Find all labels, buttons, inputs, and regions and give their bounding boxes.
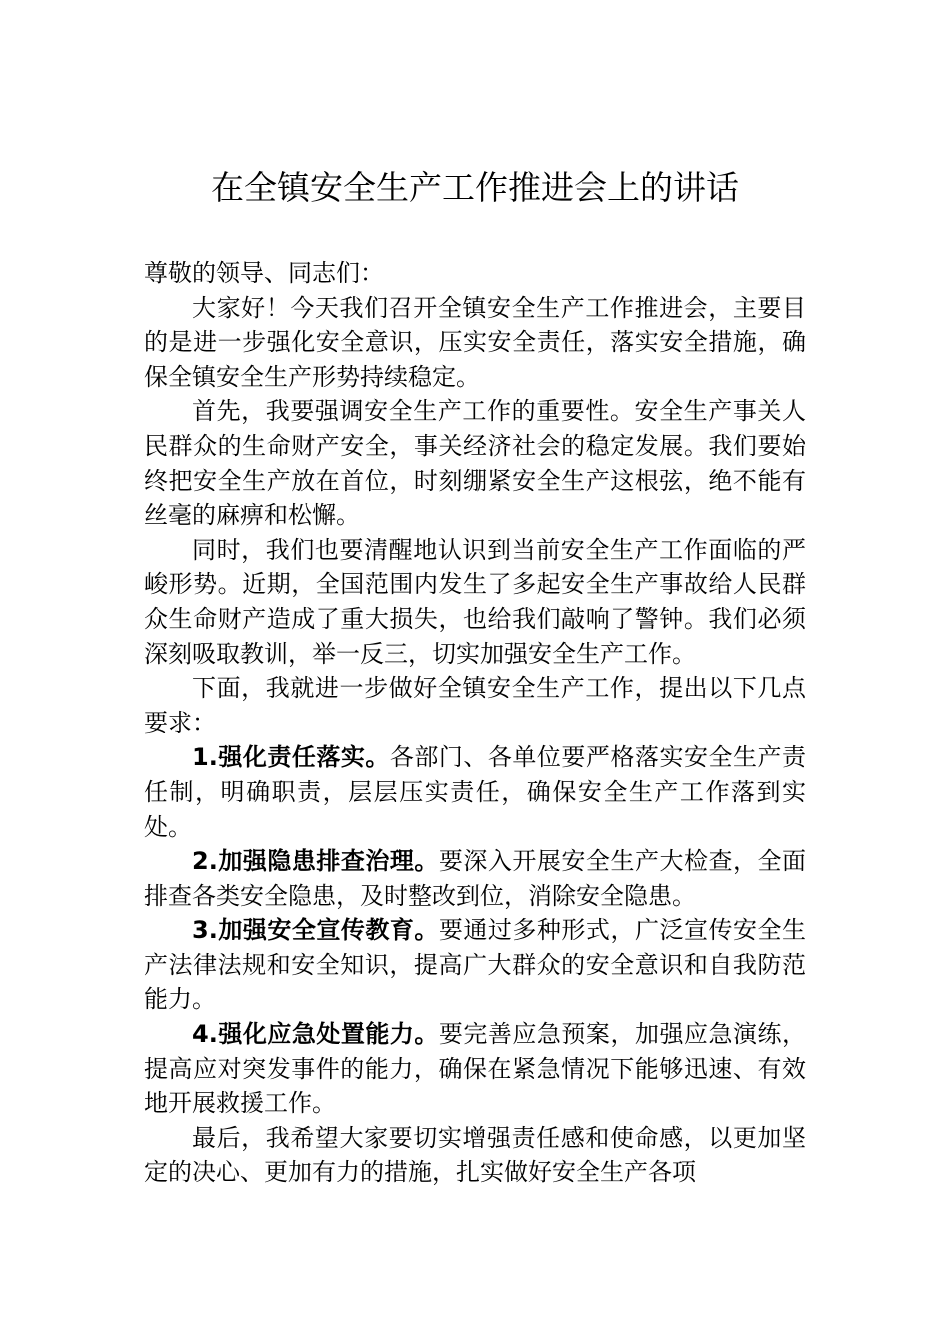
requirement-heading-2: 2.加强隐患排查治理。 xyxy=(192,847,439,876)
salutation: 尊敬的领导、同志们： xyxy=(144,259,384,287)
paragraph-opening: 大家好！今天我们召开全镇安全生产工作推进会，主要目的是进一步强化安全意识，压实安全责任，落实安全措施，确保全镇安全生产形势持续稳定。 xyxy=(144,293,806,391)
document-title: 在全镇安全生产工作推进会上的讲话 xyxy=(211,168,739,207)
requirement-text-2: 要深入开展安全生产大检查，全面排查各类安全隐患，及时整改到位，消除安全隐患。 xyxy=(144,847,806,910)
requirement-heading-1: 1.强化责任落实。 xyxy=(192,743,390,772)
paragraph-importance: 首先，我要强调安全生产工作的重要性。安全生产事关人民群众的生命财产安全，事关经济社会的稳定发展。我们要始终把安全生产放在首位，时刻绷紧安全生产这根弦，绝不能有丝毫的麻痹和松懈。 xyxy=(144,397,806,530)
paragraph-requirements-intro: 下面，我就进一步做好全镇安全生产工作，提出以下几点要求： xyxy=(144,674,806,737)
requirement-text-4: 要完善应急预案，加强应急演练，提高应对突发事件的能力，确保在紧急情况下能够迅速、有效地开展救援工作。 xyxy=(144,1020,806,1118)
paragraph-closing: 最后，我希望大家要切实增强责任感和使命感，以更加坚定的决心、更加有力的措施，扎实做好安全生产各项 xyxy=(144,1123,806,1187)
requirement-text-1: 各部门、各单位要严格落实安全生产责任制，明确职责，层层压实责任，确保安全生产工作落到实处。 xyxy=(144,743,806,841)
requirement-heading-4: 4.强化应急处置能力。 xyxy=(192,1020,439,1049)
requirement-text-3: 要通过多种形式，广泛宣传安全生产法律法规和安全知识，提高广大群众的安全意识和自我防范能力。 xyxy=(144,916,806,1014)
requirement-item-4 xyxy=(144,1017,806,1121)
requirement-item-2 xyxy=(144,844,806,913)
requirement-item-3 xyxy=(144,913,806,1017)
requirement-item-1 xyxy=(144,740,806,844)
document-body xyxy=(144,256,806,1190)
paragraph-situation: 同时，我们也要清醒地认识到当前安全生产工作面临的严峻形势。近期，全国范围内发生了多起安全生产事故给人民群众生命财产造成了重大损失，也给我们敲响了警钟。我们必须深刻吸取教训，举一反三，切实加强安全生产工作。 xyxy=(144,535,806,668)
requirement-heading-3: 3.加强安全宣传教育。 xyxy=(192,916,439,945)
